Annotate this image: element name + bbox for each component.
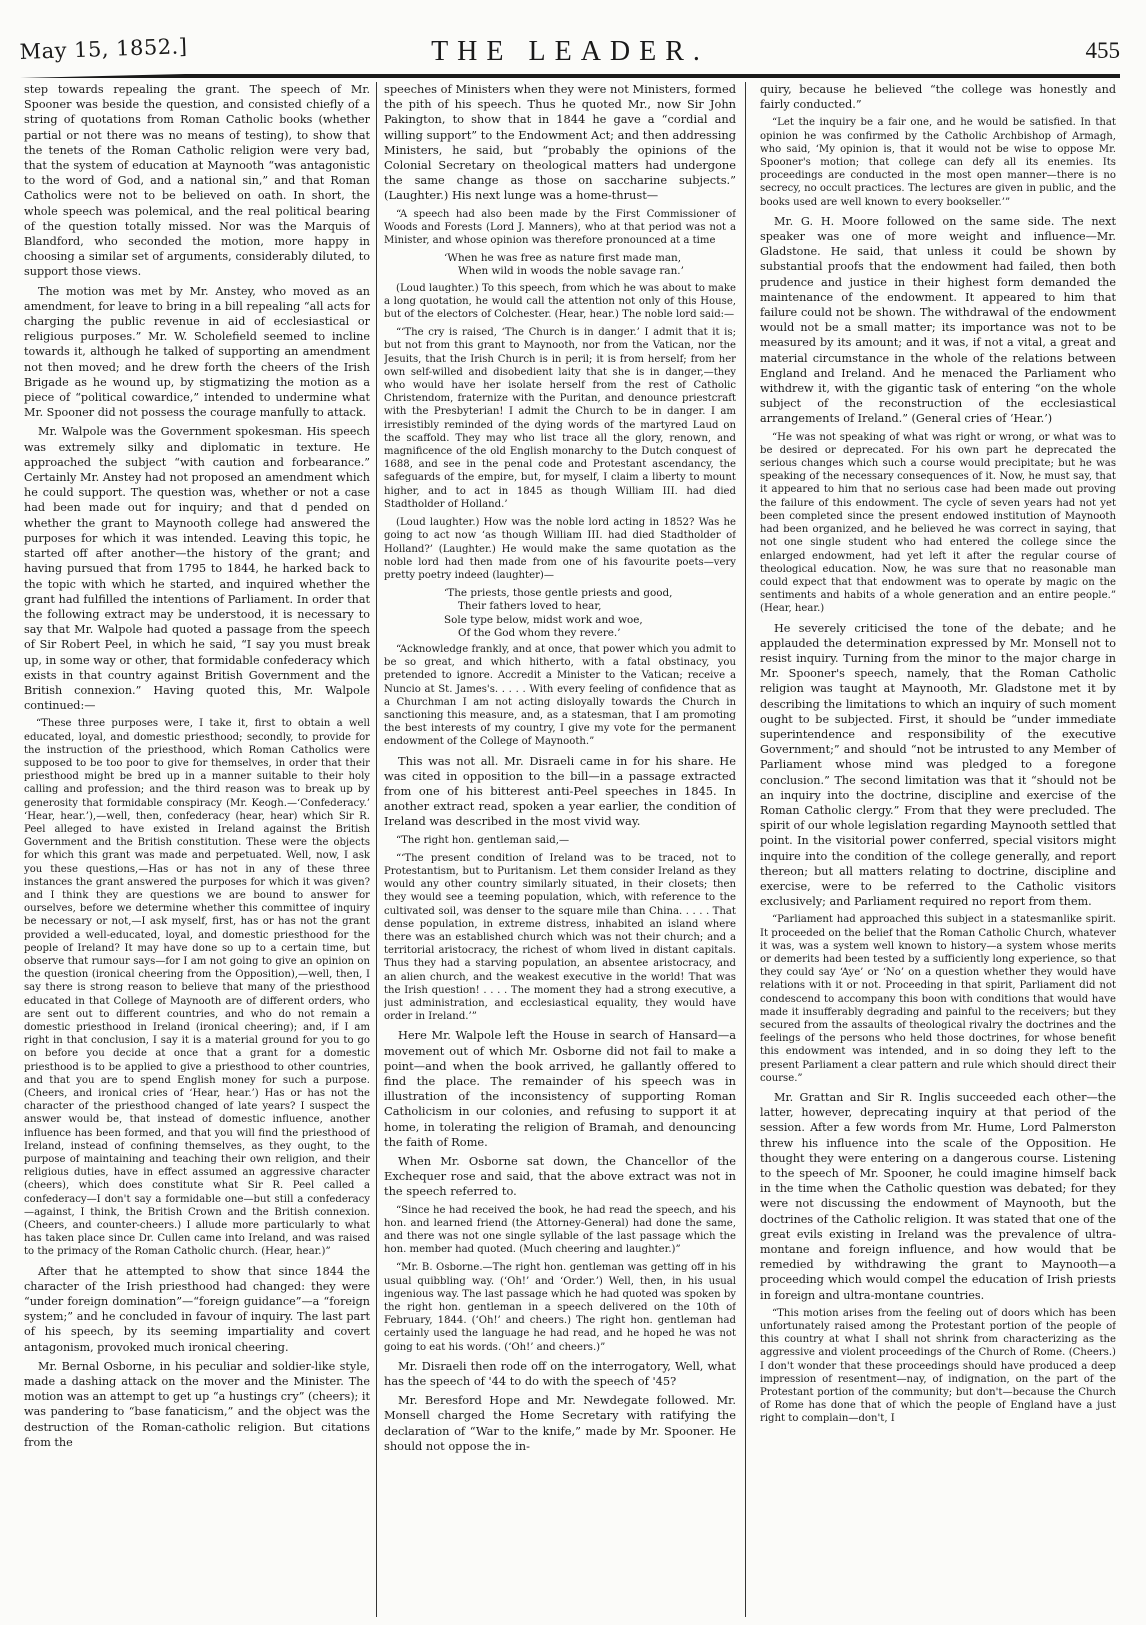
paragraph: The motion was met by Mr. Anstey, who moved as an amendment, for leave to bring in a bill repealing “all acts for charging the public revenue in aid of ecclesiastical or religious purposes.” Mr. W. Scholefield seemed to incline towards it, although he talked of supporting an amendment not then moved; and he drew forth the cheers of the Irish Brigade as he wound up, by stigmatizing the motion as a piece of “political cowardice,” intended to undermine what Mr. Spooner did not possess the courage manfully to attack. [24, 284, 370, 420]
quoted-passage: “He was not speaking of what was right or wrong, or what was to be desired or deprecated. For his own part he deprecated the serious changes which such a course would precipitate; but he was speaking of the necessary consequences of it. Now, he must say, that it appeared to him that no serious case had been made out proving the failure of this endowment. The cycle of seven years had not yet been completed since the present endowed institution of Maynooth had been organized, and he believed he was correct in saying, that not one single student who had entered the college since the enlarged endowment, had yet left it after the regular course of theological education. Now, he was sure that no reasonable man could expect that that endowment was to operate by magic on the sentiments and habits of a whole generation and an entire people.” (Hear, hear.) [760, 431, 1116, 615]
quoted-passage: “Since he had received the book, he had read the speech, and his hon. and learned friend (the Attorney-General) had done the same, and there was not one single syllable of the last passage which the hon. member had quoted. (Much cheering and laughter.)” [384, 1204, 736, 1256]
quoted-passage: “A speech had also been made by the First Commissioner of Woods and Forests (Lord J. Manners), who at that period was not a Minister, and whose opinion was therefore pronounced at a time [384, 208, 736, 247]
quoted-passage: “These three purposes were, I take it, first to obtain a well educated, loyal, and domestic priesthood; secondly, to provide for the instruction of the priesthood, which Roman Catholics were supposed to be too poor to give for themselves, in order that their priesthood might be bred up in a manner suitable to their holy calling and profession; and the third reason was to break up by generosity that formidable conspiracy (Mr. Keogh.—‘Confederacy.’ ‘Hear, hear.’),—well, then, confederacy (hear, hear) which Sir R. Peel alleged to have existed in Ireland against the British Government and the British constitution. These were the objects for which this grant was made and perpetuated. Well, now, I ask you these questions,—Has or has not in any of these three instances the grant answered the purposes for which it was given? and I think they are questions we are bound to answer for ourselves, before we determine whether this committee of inquiry be necessary or not,—I ask myself, first, has or has not the grant provided a well-educated, loyal, and domestic priesthood for the people of Ireland? It may have done so up to a certain time, but observe that rumour says—for I am not going to give an opinion on the question (ironical cheering from the Opposition),—well, then, I say there is strong reason to believe that many of the priesthood educated in that College of Maynooth are of different orders, who are sent out to different countries, and who do not remain a domestic priesthood in Ireland (ironical cheering); and, if I am right in that conclusion, I say it is a material ground for you to go on before you decide at once that a grant for a domestic priesthood is to be applied to give a priesthood to other countries, and that you are to spend English money for such a purpose. (Cheers, and ironical cries of ‘Hear, hear.’) Has or has not the character of the priesthood changed of late years? I suspect the answer would be, that instead of domestic influence, another influence has been formed, and that you will find the priesthood of Ireland, instead of confining themselves, as they ought, to the purpose of maintaining and teaching their own religion, and their religious duties, have in effect assumed an aggressive character (cheers), which does constitute what Sir R. Peel called a confederacy—I don't say a formidable one—but still a confederacy—against, I think, the British Crown and the British connexion. (Cheers, and counter-cheers.) I allude more particularly to what has taken place since Dr. Cullen came into Ireland, and was raised to the primacy of the Roman Catholic church. (Hear, hear.)” [24, 718, 370, 1258]
article-column-1 [24, 82, 370, 1612]
paragraph: Here Mr. Walpole left the House in search of Hansard—a movement out of which Mr. Osborne did not fail to make a point—and when the book arrived, he gallantly offered to find the place. The remainder of his speech was in illustration of the inconsistency of supporting Roman Catholicism in our colonies, and refusing to support it at home, in tolerating the religion of Bramah, and denouncing the faith of Rome. [384, 1028, 736, 1149]
article-column-3 [760, 82, 1116, 1612]
quoted-passage: “The right hon. gentleman said,— [396, 834, 570, 846]
masthead-rule [20, 74, 1120, 78]
quoted-passage: (Loud laughter.) To this speech, from which he was about to make a long quotation, he would call the attention not only of this House, but of the electors of Colchester. (Hear, hear.) The noble lord said:— [384, 282, 736, 321]
masthead [20, 26, 1120, 76]
paragraph: Mr. Disraeli then rode off on the interrogatory, Well, what has the speech of '44 to do with the speech of '45? [384, 1358, 736, 1389]
article-column-2 [384, 82, 736, 1612]
column-divider [376, 82, 377, 1617]
verse-line: When wild in woods the noble savage ran.’ [458, 265, 684, 278]
verse-line: Sole type below, midst work and woe, [444, 613, 643, 626]
issue-date: May 15, 1852.] [19, 34, 188, 64]
paragraph: When Mr. Osborne sat down, the Chancellor of the Exchequer rose and said, that the above extract was not in the speech referred to. [384, 1154, 736, 1199]
paragraph: Mr. G. H. Moore followed on the same side. The next speaker was one of more weight and influence—Mr. Gladstone. He said, that unless it could be shown by substantial proofs that the endowment had failed, then both prudence and justice in their highest form demanded the maintenance of the endowment. It appeared to him that failure could not be shown. The withdrawal of the endowment would not be a small matter; its importance was not to be measured by its amount; and it was, if not a vital, a great and material circumstance in the whole of the relations between England and Ireland. And he menaced the Parliament who withdrew it, with the gigantic task of entering “on the whole subject of the reconstruction of the ecclesiastical arrangements of Ireland.” (General cries of ‘Hear.’) [760, 214, 1116, 426]
paragraph: This was not all. Mr. Disraeli came in for his share. He was cited in opposition to the bill—in a passage extracted from one of his bitterest anti-Peel speeches in 1845. In another extract read, spoken a year earlier, the condition of Ireland was described in the most vivid way. [384, 753, 736, 829]
verse-quotation [444, 587, 736, 640]
verse-line: Their fathers loved to hear, [458, 600, 602, 613]
quoted-passage: “Let the inquiry be a fair one, and he would be satisfied. In that opinion he was confirmed by the Catholic Archbishop of Armagh, who said, ‘My opinion is, that it would not be wise to oppose Mr. Spooner's motion; that college can defy all its enemies. Its proceedings are conducted in the most open manner—there is no secrecy, no occult practices. The lectures are given in public, and the books used are well known to every bookseller.’” [760, 117, 1116, 208]
column-divider [745, 82, 746, 1617]
paragraph: He severely criticised the tone of the debate; and he applauded the determination expressed by Mr. Monsell not to resist inquiry. Turning from the minor to the major charge in Mr. Spooner's speech, namely, that the Roman Catholic religion was taught at Maynooth, Mr. Gladstone met it by describing the limitations to which an inquiry of such moment ought to be subjected. First, it should be “under immediate superintendence and responsibility of the executive Government;” and should “not be intrusted to any Member of Parliament whose mind was pledged to a foregone conclusion.” The second limitation was that it “should not be an inquiry into the doctrine, discipline and exercise of the Roman Catholic clergy.” From that they were precluded. The spirit of our whole legislation regarding Maynooth settled that point. In the visitorial power conferred, special visitors might inquire into the condition of the college generally, and report thereon; but all matters relating to doctrine, discipline and exercise, were to be referred to the Catholic visitors exclusively; and Parliament required no report from them. [760, 621, 1116, 909]
verse-quotation [444, 252, 736, 278]
quoted-passage: “‘The cry is raised, ‘The Church is in danger.’ I admit that it is; but not from this grant to Maynooth, nor from the Vatican, nor the Jesuits, that the Irish Church is in peril; it is from herself; from her own self-willed and disobedient laity that she is in danger,—they who would have her isolate herself from the rest of Catholic Christendom, fraternize with the Puritan, and denounce priestcraft with the Presbyterian! I admit the Church to be in danger. I am irresistibly reminded of the dying words of the martyred Laud on the scaffold. They may who list trace all the glory, renown, and magnificence of the old English monarchy to the Dutch conquest of 1688, and see in the penal code and Protestant ascendancy, the safeguards of the empire, but, for myself, I claim a liberty to mount higher, and to act in 1845 as though William III. had died Stadtholder of Holland.’ [384, 327, 736, 510]
paragraph: quiry, because he believed “the college was honestly and fairly conducted.” [760, 83, 1116, 112]
paragraph: speeches of Ministers when they were not Ministers, formed the pith of his speech. Thus he quoted Mr., now Sir John Pakington, to show that in 1844 he gave a “cordial and willing support” to the Endowment Act; and then addressing Ministers, he said, but “probably the opinions of the Colonial Secretary on theological matters had undergone the same change as those on saccharine subjects.” (Laughter.) His next lunge was a home-thrust— [384, 82, 736, 203]
verse-line: Of the God whom they revere.’ [458, 626, 621, 639]
quoted-passage: “Parliament had approached this subject in a statesmanlike spirit. It proceeded on the belief that the Roman Catholic Church, whatever it was, was a system well known to history—a system whose merits or demerits had been tested by a sufficiently long experience, so that they could say ‘Aye’ or ‘No’ on a question whether they would have relations with it or not. Proceeding in that spirit, Parliament did not condescend to accompany this boon with conditions that would have made it insufferably degrading and painful to the receivers; but they secured from the assaults of theological rivalry the doctrines and the feelings of the persons who held those doctrines, for whose benefit this endowment was intended, and in so doing they left to the present Parliament a clear pattern and rule which should direct their course.” [760, 914, 1116, 1084]
paragraph: Mr. Walpole was the Government spokesman. His speech was extremely silky and diplomatic in texture. He approached the subject “with caution and forbearance.” Certainly Mr. Anstey had not proposed an amendment which he could support. The question was, whether or not a case had been made out for inquiry; and that d pended on whether the grant to Maynooth college had answered the purposes for which it was intended. Leaving this topic, he started off after another—the history of the grant; and having pursued that from 1795 to 1844, he harked back to the topic with which he started, and inquired whether the grant had fulfilled the intentions of Parliament. In order that the following extract may be understood, it is necessary to say that Mr. Walpole had quoted a passage from the speech of Sir Robert Peel, in which he said, “I say you must break up, in some way or other, that formidable confederacy which exists in that country against British Government and the British connexion.” Having quoted this, Mr. Walpole continued:— [24, 425, 370, 713]
paragraph: Mr. Grattan and Sir R. Inglis succeeded each other—the latter, however, deprecating inquiry at that period of the session. After a few words from Mr. Hume, Lord Palmerston threw his influence into the scale of the Opposition. He thought they were entering on a dangerous course. Listening to the speech of Mr. Spooner, he could imagine himself back in the time when the Catholic question was debated; for they were not discussing the endowment of Maynooth, but the doctrines of the Catholic religion. It was stated that one of the great evils existing in Ireland was the prevalence of ultra-montane and foreign influence, and how would that be remedied by withdrawing the grant to Maynooth—a proceeding which would compel the education of Irish priests in foreign and ultra-montane countries. [760, 1091, 1116, 1302]
page-number: 455 [1085, 38, 1120, 63]
quoted-passage: (Loud laughter.) How was the noble lord acting in 1852? Was he going to act now ‘as though William III. had died Stadtholder of Holland?’ (Laughter.) He would make the same quotation as the noble lord had then made from one of his favourite poets—very pretty poetry indeed (laughter)— [384, 517, 736, 581]
quoted-passage: “Mr. B. Osborne.—The right hon. gentleman was getting off in his usual quibbling way. (‘Oh!’ and ‘Order.’) Well, then, in his usual ingenious way. The last passage which he had quoted was spoken by the right hon. gentleman in a speech delivered on the 10th of February, 1844. (‘Oh!’ and cheers.) The right hon. gentleman had certainly used the language he had read, and he hoped he was not going to eat his words. (‘Oh!’ and cheers.)” [384, 1262, 736, 1353]
paragraph: Mr. Beresford Hope and Mr. Newdegate followed. Mr. Monsell charged the Home Secretary with ratifying the declaration of “War to the knife,” made by Mr. Spooner. He should not oppose the in- [384, 1393, 736, 1453]
paragraph: Mr. Bernal Osborne, in his peculiar and soldier-like style, made a dashing attack on the mover and the Minister. The motion was an attempt to get up “a hustings cry” (cheers); it was pandering to “base fanaticism,” and the object was the destruction of the Roman-catholic religion. But citations from the [24, 1359, 370, 1449]
verse-line: ‘When he was free as nature first made man, [444, 252, 682, 265]
paragraph: step towards repealing the grant. The speech of Mr. Spooner was beside the question, and consisted chiefly of a string of quotations from Roman Catholic books (whether partial or not there was no means of testing), to show that the tenets of the Roman Catholic religion were very bad, that the system of education at Maynooth “was antagonistic to the word of God, and a national sin,” and that Roman Catholics were not to be believed on oath. In short, the whole speech was polemical, and the real political bearing of the question totally missed. Nor was the Marquis of Blandford, who seconded the motion, more happy in choosing a similar set of arguments, considerably diluted, to support those views. [24, 83, 370, 279]
verse-line: ‘The priests, those gentle priests and good, [444, 587, 673, 600]
quoted-passage: “Acknowledge frankly, and at once, that power which you admit to be so great, and which hitherto, with a fatal obstinacy, you pretended to ignore. Accredit a Minister to the Vatican; receive a Nuncio at St. James's. . . . . With every feeling of confidence that as a Churchman I am not acting disloyally towards the Church in sanctioning this measure, and, as a statesman, that I am promoting the best interests of my country, I give my vote for the permanent endowment of the College of Maynooth.” [384, 643, 736, 748]
paragraph: After that he attempted to show that since 1844 the character of the Irish priesthood had changed: they were “under foreign domination”—“foreign guidance”—a “foreign system;” and he concluded in favour of inquiry. The last part of his speech, by its seeming impartiality and covert antagonism, provoked much ironical cheering. [24, 1264, 370, 1354]
quoted-passage: “‘The present condition of Ireland was to be traced, not to Protestantism, but to Puritanism. Let them consider Ireland as they would any other country similarly situated, in their closets; then they would see a teeming population, which, with reference to the cultivated soil, was denser to the square mile than China. . . . . That dense population, in extreme distress, inhabited an island where there was an established church which was not their church; and a territorial aristocracy, the richest of whom lived in distant capitals. Thus they had a starving population, an absentee aristocracy, and an alien church, and the weakest executive in the world! That was the Irish question! . . . . The moment they had a strong executive, a just administration, and ecclesiastical equality, they would have order in Ireland.’” [384, 852, 736, 1023]
quoted-passage: “This motion arises from the feeling out of doors which has been unfortunately raised among the Protestant portion of the people of this country at what I shall not shrink from characterizing as the aggressive and violent proceedings of the Church of Rome. (Cheers.) I don't wonder that these proceedings should have produced a deep impression of resentment—nay, of indignation, on the part of the Protestant portion of the community; but don't—because the Church of Rome has done that of which the people of England have a just right to complain—don't, I [760, 1307, 1116, 1425]
newspaper-title: THE LEADER. [431, 36, 709, 67]
